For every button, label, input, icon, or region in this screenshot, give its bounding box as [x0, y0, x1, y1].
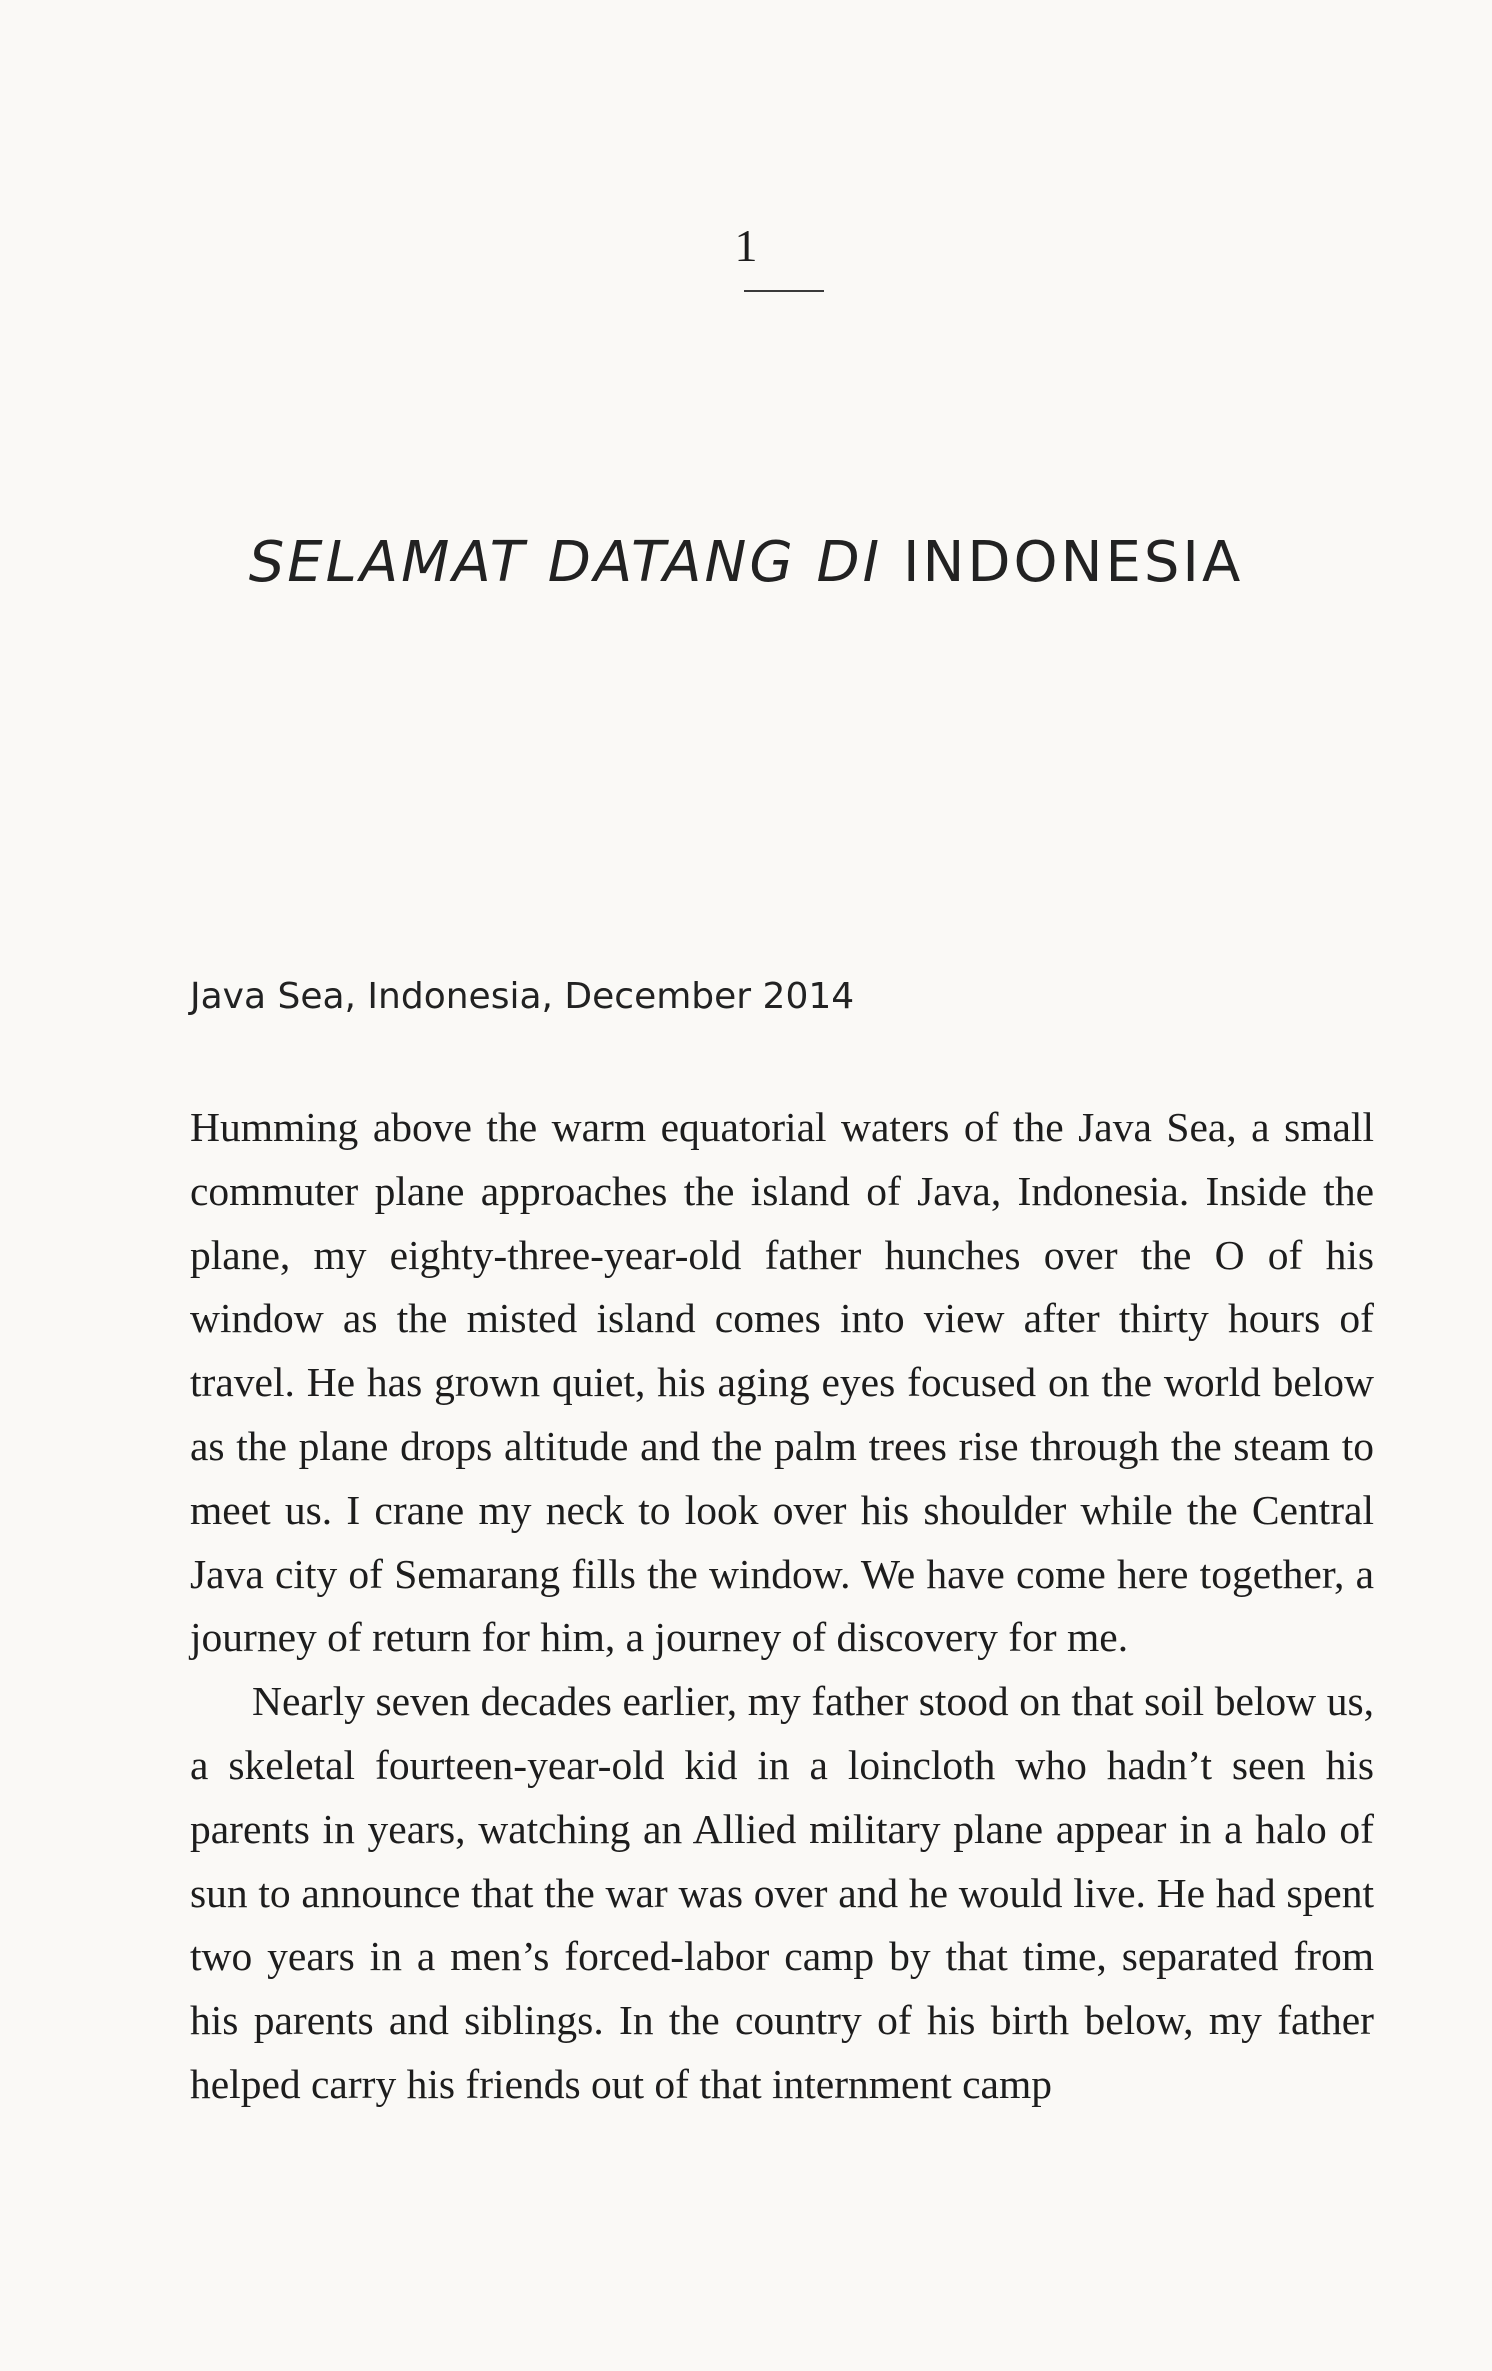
chapter-title-italic: SELAMAT DATANG DI	[248, 530, 883, 595]
paragraph-1: Humming above the warm equatorial waters of the Java Sea, a small commuter plane approaches the island of Java, Indonesia. Inside the plane, my eighty-three-year-old father hunches over the O of his window as the misted island comes into view after thirty hours of travel. He has grown quiet, his aging eyes focused on the world below as the plane drops altitude and the palm trees rise through the steam to meet us. I crane my neck to look over his shoulder while the Central Java city of Semarang fills the window. We have come here together, a journey of return for him, a journey of discovery for me.	[190, 1104, 1374, 1661]
chapter-title	[150, 530, 1342, 596]
dateline: Java Sea, Indonesia, December 2014	[190, 976, 855, 1017]
body-text	[190, 1096, 1374, 2117]
chapter-title-roman: INDONESIA	[903, 530, 1244, 595]
chapter-number: 1	[734, 220, 758, 271]
paragraph-2: Nearly seven decades earlier, my father stood on that soil below us, a skeletal fourteen-year-old kid in a loincloth who hadn’t seen his parents in years, watching an Allied military plane appear in a halo of sun to announce that the war was over and he would live. He had spent two years in a men’s forced-labor camp by that time, separated from his parents and siblings. In the country of his birth below, my father helped carry his friends out of that internment camp	[190, 1678, 1374, 2107]
chapter-number-rule	[744, 290, 824, 292]
